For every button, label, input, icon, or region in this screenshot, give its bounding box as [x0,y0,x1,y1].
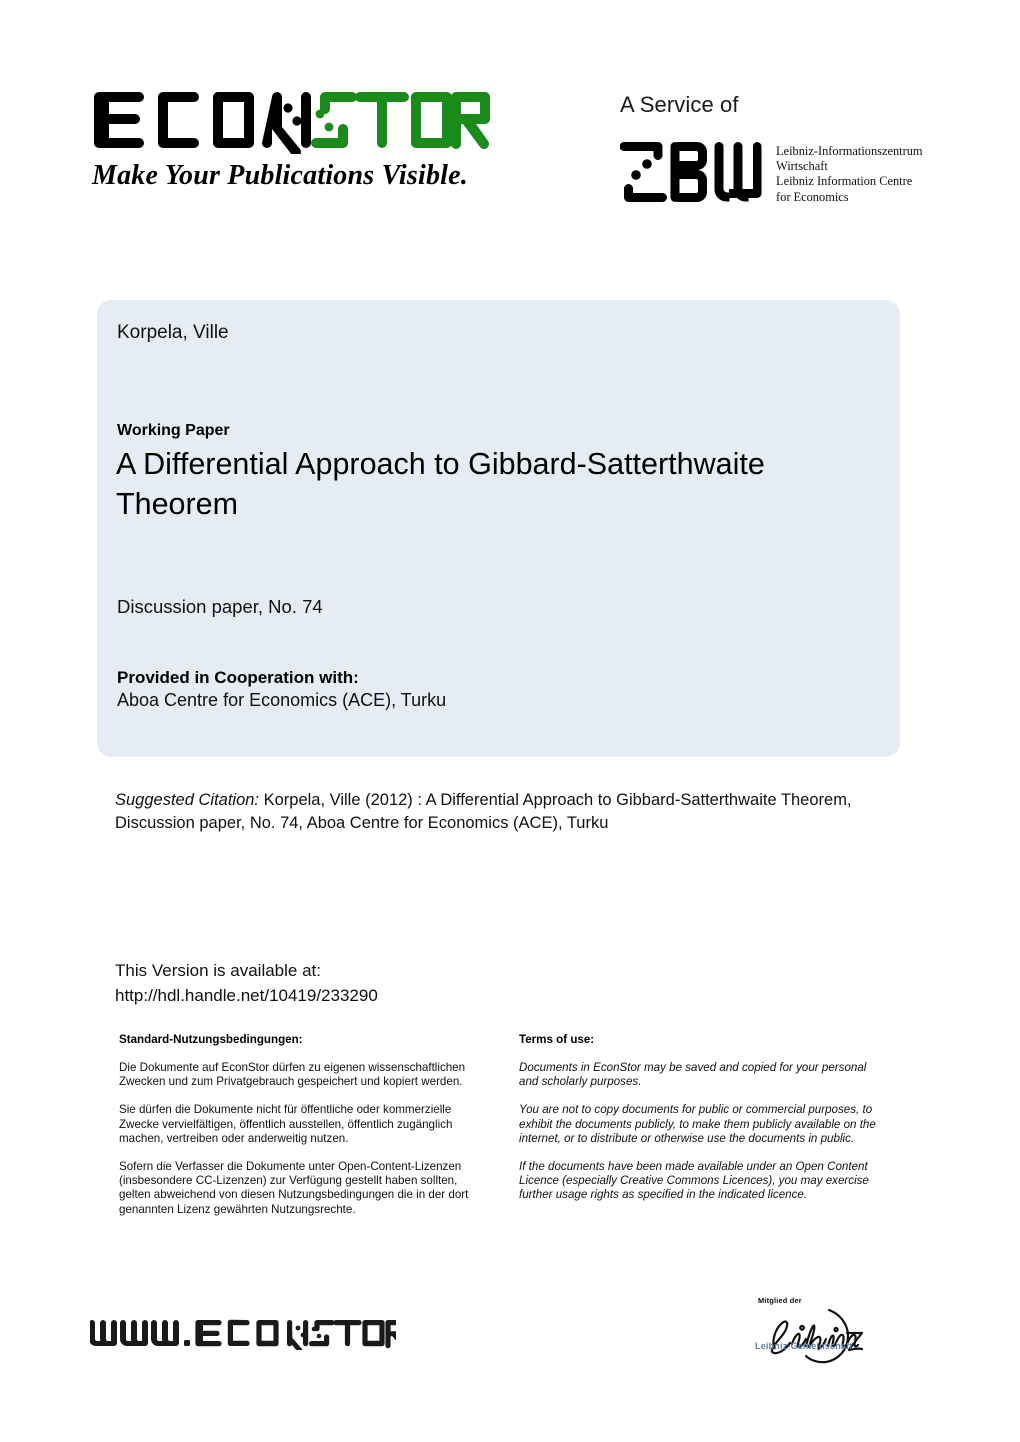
zbw-desc-line-1: Leibniz-Informationszentrum [776,144,923,158]
terms-of-use-section [119,1033,909,1231]
suggested-citation-label: Suggested Citation: [115,791,260,809]
zbw-logo-block [620,138,923,206]
econstor-tagline: Make Your Publications Visible. [92,160,468,191]
leibniz-member-label: Mitglied der [758,1296,802,1305]
zbw-desc-line-2: Wirtschaft [776,159,828,174]
terms-paragraph: If the documents have been made available under an Open Content Licence (especially Creative Commons Licences), you may exercise further usage rights as specified in the indicated licence. [519,1160,869,1202]
version-label: This Version is available at: [115,961,321,980]
suggested-citation [115,789,875,835]
paper-info-card [97,300,900,757]
service-of-label: A Service of [620,92,739,117]
zbw-desc-line-4: for Economics [776,189,849,204]
terms-column-german [119,1033,487,1231]
leibniz-signature-icon [752,1302,872,1366]
version-availability [115,958,378,1008]
econstor-logo [92,88,512,192]
terms-paragraph: Sofern die Verfasser die Dokumente unter Open-Content-Lizenzen (insbesondere CC-Lizenzen) zur Verfügung gestellt haben sollten, gelten abweichend von diesen Nutzungsbedingungen die in der dort genannten Lizenz gewährten Nutzungsrechte. [119,1160,469,1216]
cooperation-label: Provided in Cooperation with: [117,668,359,687]
terms-paragraph: You are not to copy documents for public or commercial purposes, to exhibit the documents publicly, to make them publicly available on the internet, or to distribute or otherwise use the documents in public. [519,1103,876,1145]
paper-document-type: Working Paper [117,422,230,439]
econstor-url-wordmark-icon [90,1316,396,1350]
leibniz-association-label: Leibniz-Gemeinschaft [755,1341,853,1351]
handle-url-link[interactable]: http://hdl.handle.net/10419/233290 [115,986,378,1005]
footer-website-link[interactable] [90,1316,396,1355]
paper-series: Discussion paper, No. 74 [117,596,323,617]
zbw-description [776,144,923,205]
paper-author: Korpela, Ville [117,322,229,343]
terms-paragraph: Sie dürfen die Dokumente nicht für öffentliche oder kommerzielle Zwecke vervielfältigen, öffentlich ausstellen, öffentlich zugänglich machen, vertreiben oder anderweitig nutzen. [119,1103,453,1145]
zbw-logo-icon [620,138,762,206]
terms-column-english [519,1033,887,1231]
suggested-citation-text: Korpela, Ville (2012) : A Differential Approach to Gibbard-Satterthwaite Theorem, Discussion paper, No. 74, Aboa Centre for Economics (ACE), Turku [115,791,852,832]
econstor-wordmark-icon [92,88,492,154]
zbw-desc-line-3: Leibniz Information Centre [776,174,913,189]
page-title: A Differential Approach to Gibbard-Satterthwaite Theorem [116,447,765,521]
terms-paragraph: Die Dokumente auf EconStor dürfen zu eigenen wissenschaftlichen Zwecken und zum Privatgebrauch gespeichert und kopiert werden. [119,1061,466,1089]
terms-paragraph: Documents in EconStor may be saved and copied for your personal and scholarly purposes. [519,1061,867,1089]
page-header [0,0,1020,240]
cooperation-value: Aboa Centre for Economics (ACE), Turku [117,690,447,710]
leibniz-association-logo [752,1296,872,1370]
terms-heading-german: Standard-Nutzungsbedingungen: [119,1033,303,1046]
terms-heading-english: Terms of use: [519,1033,595,1046]
